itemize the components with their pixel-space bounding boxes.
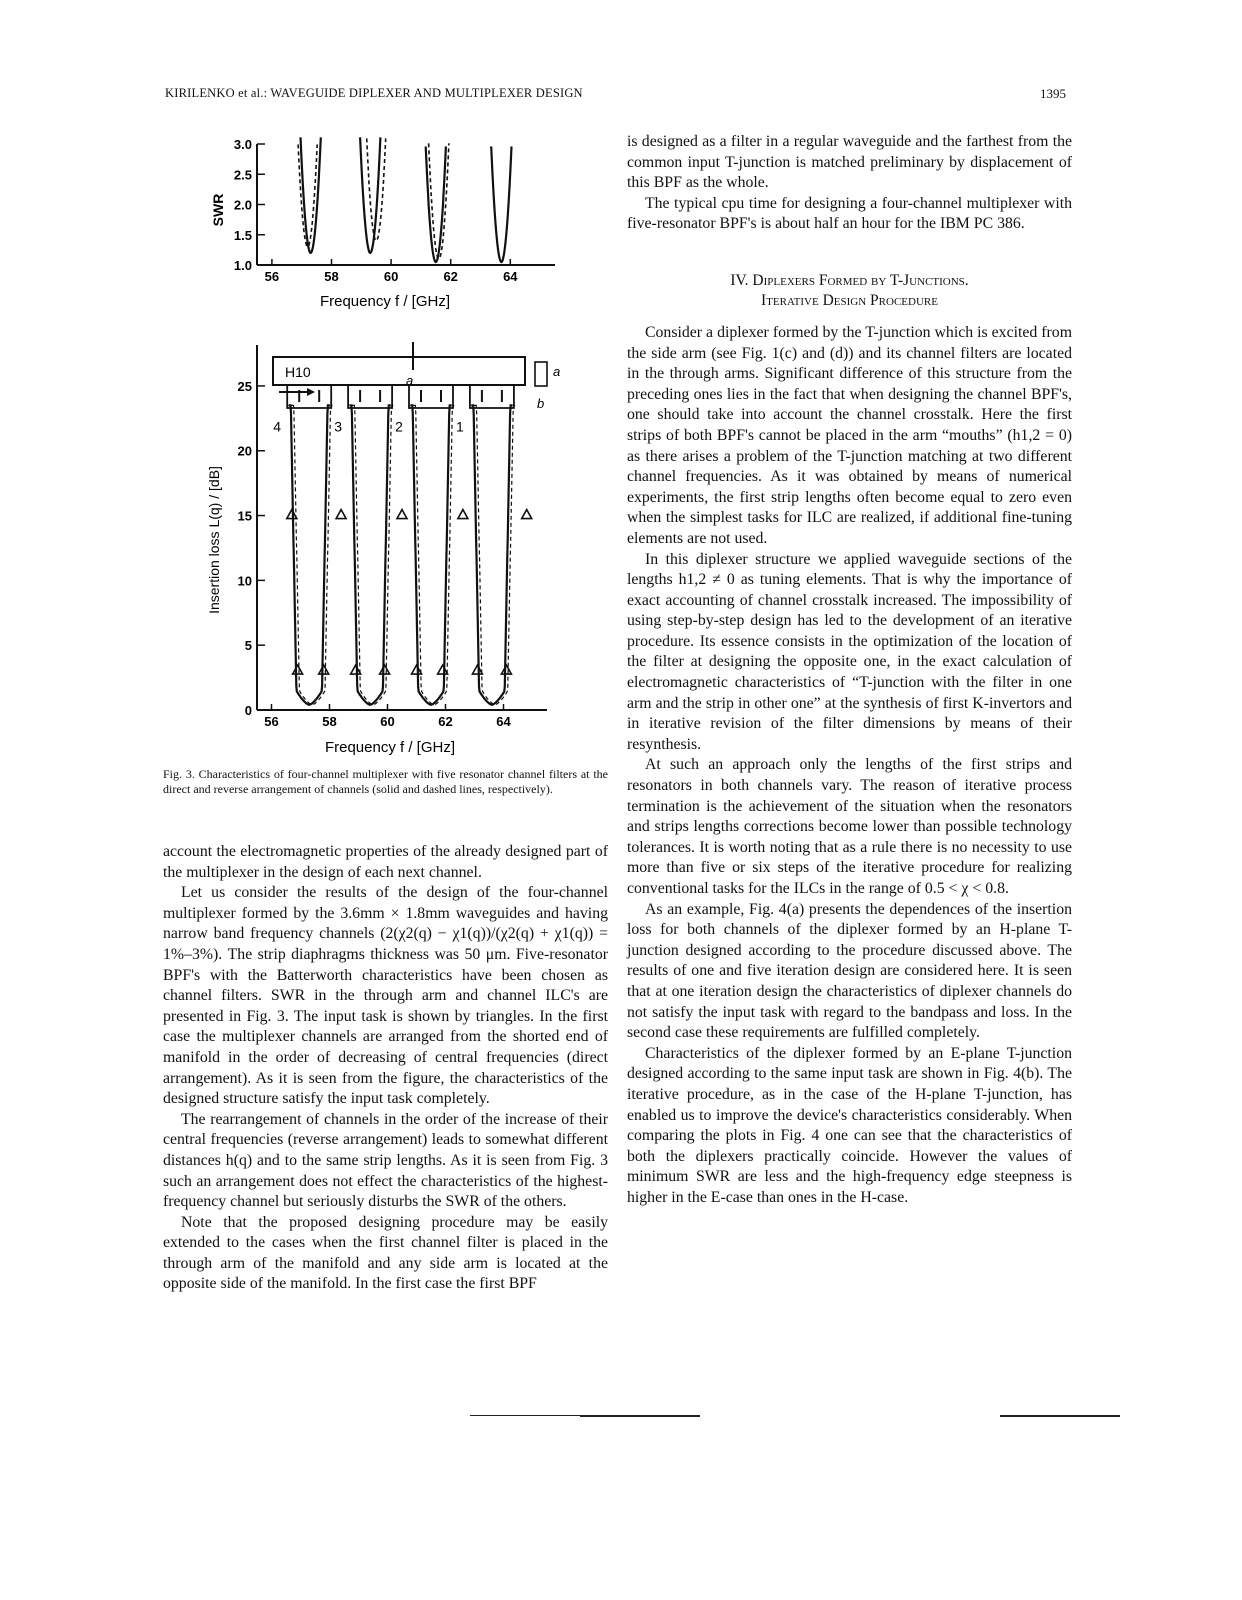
paragraph: The typical cpu time for designing a four-channel multiplexer with five-resonator BPF's is about half an hour for the IBM PC 386. [627, 194, 1072, 233]
section-heading [627, 271, 1072, 311]
swr-y-axis-label: SWR [210, 193, 226, 227]
input-task-triangle [380, 665, 390, 674]
swr-x-tick-label: 60 [383, 269, 399, 284]
swr-x-axis-label: Frequency f / [GHz] [319, 293, 451, 310]
il-y-tick-label: 0 [244, 703, 252, 718]
il-x-tick-label: 62 [438, 714, 453, 729]
il-x-axis-label: Frequency f / [GHz] [324, 739, 456, 756]
input-task-triangle [458, 510, 468, 519]
channel-number-label: 3 [334, 418, 342, 435]
input-task-triangle [319, 665, 329, 674]
page-number: 1395 [1040, 86, 1066, 101]
il-x-tick-label: 58 [322, 714, 337, 729]
port-label-a: a [406, 373, 414, 388]
input-task-triangle [397, 510, 407, 519]
swr-y-tick-label: 2.0 [233, 197, 252, 213]
paragraph: Note that the proposed designing procedure may be easily extended to the cases when the first channel filter is placed in the through arm of the manifold and any side arm is located at the opposite side of the manifold. In the first case the first BPF [163, 1213, 608, 1293]
channel-number-label: 1 [456, 418, 464, 435]
figure-caption: Fig. 3. Characteristics of four-channel multiplexer with five resonator channel filters at the direct and reverse arrangement of channels (solid and dashed lines, respectively). [163, 767, 608, 796]
mode-label-h10: H10 [285, 364, 311, 380]
paragraph: Characteristics of the diplexer formed by an E-plane T-junction designed according to the same input task are shown in Fig. 4(b). The iterative procedure, as in the case of the H-plane T-junction, has enabled us to improve the device's characteristics considerably. When comparing the plots in Fig. 4 one can see that the characteristics of both the diplexers practically coincide. However the values of minimum SWR are less and the high-frequency edge steepness is higher in the E-case than ones in the H-case. [627, 1044, 1072, 1206]
channel-loss-curve [349, 405, 390, 704]
filter-stub [287, 385, 331, 408]
filter-stub [348, 385, 392, 408]
swr-y-tick-label: 1.5 [233, 227, 252, 243]
side-label-b: b [537, 396, 545, 411]
channel-number-label: 4 [273, 418, 282, 435]
channel-loss-curve [410, 405, 451, 704]
right-column [627, 132, 1072, 1209]
il-x-tick-label: 56 [264, 714, 279, 729]
il-y-tick-label: 20 [237, 443, 252, 459]
input-task-triangle [336, 510, 346, 519]
swr-x-tick-label: 64 [503, 269, 518, 284]
input-task-triangle [293, 665, 303, 674]
channel-number-label: 2 [395, 418, 403, 435]
multiplexer-schematic [273, 342, 560, 411]
paragraph: is designed as a filter in a regular waveguide and the farthest from the common input T-junction is matched preliminary by displacement of this BPF as the whole. [627, 133, 1072, 192]
side-label-a: a [553, 364, 561, 379]
input-task-triangle [351, 665, 361, 674]
input-task-triangle [501, 665, 511, 674]
section-heading-line1: IV. Diplexers Formed by T-Junctions. [730, 271, 969, 289]
swr-x-tick-label: 62 [443, 269, 458, 284]
il-x-tick-label: 64 [496, 714, 511, 729]
running-title: KIRILENKO et al.: WAVEGUIDE DIPLEXER AND MULTIPLEXER DESIGN [165, 86, 583, 100]
paragraph: At such an approach only the lengths of the first strips and resonators in both channels vary. The reason of iterative process termination is the achievement of the situation when the resonators and strips lengths corrections become lower than possible technology tolerances. It is worth noting that as a rule there is no necessity to use more than five or six steps of the iterative procedure for realizing conventional tasks for the ILCs in the range of 0.5 < χ < 0.8. [627, 756, 1072, 897]
swr-y-tick-label: 3.0 [233, 137, 252, 152]
swr-x-tick-label: 56 [264, 269, 280, 284]
il-y-tick-label: 15 [237, 508, 252, 524]
swr-solid-curve [491, 146, 511, 262]
paragraph: In this diplexer structure we applied waveguide sections of the lengths h1,2 ≠ 0 as tuning elements. That is why the importance of exact accounting of channel crosstalk increased. The impossibility of using step-by-step design has led to the development of an iterative procedure. Its essence consists in the optimization of the location of the filter at designing the opposite one, in the exact calculation of electromagnetic characteristics of “T-junction with the filter in one arm and the strip in other one” at the synthesis of first K-invertors and in iterative revision of the filter dimensions by means of their resynthesis. [627, 550, 1072, 753]
input-task-triangle [412, 665, 422, 674]
swr-y-tick-label: 1.0 [233, 258, 252, 273]
il-x-tick-label: 60 [380, 714, 395, 729]
channel-loss-curve [289, 405, 330, 704]
section-heading-line2: Iterative Design Procedure [761, 291, 938, 309]
paragraph: account the electromagnetic properties of the already designed part of the multiplexer in the design of each next channel. [163, 843, 608, 881]
paragraph: Consider a diplexer formed by the T-junction which is excited from the side arm (see Fig. 1(c) and (d)) and its channel filters are located in the through arms. Significant difference of this structure from the preceding ones lies in the fact that when designing the channel BPF's, one should take into account the channel crosstalk. Here the first strips of both BPF's cannot be placed in the arm “mouths” (h1,2 = 0) as there arises a problem of the T-junction matching at two different channel frequencies. As it was obtained by means of numerical experiments, the first strip lengths often become equal to zero even when the simplest tasks for ILC are realized, if additional fine-tuning elements are not used. [627, 323, 1072, 547]
swr-x-tick-label: 58 [324, 269, 339, 284]
filter-stub [470, 385, 514, 408]
left-column [163, 842, 608, 1295]
il-y-tick-label: 10 [237, 573, 252, 589]
paragraph: Let us consider the results of the design of the four-channel multiplexer formed by the 3.6mm × 1.8mm waveguides and having narrow band frequency channels (2(χ2(q) − χ1(q))/(χ2(q) + χ1(q)) = 1%–3%). The strip diaphragms thickness was 50 μm. Five-resonator BPF's with the Batterworth characteristics have been chosen as channel filters. SWR in the through arm and channel ILC's are presented in Fig. 3. The input task is shown by triangles. In the first case the multiplexer channels are arranged from the shorted end of manifold in the order of decreasing of central frequencies (direct arrangement). As it is seen from the figure, the characteristics of the designed structure satisfy the input task completely. [163, 884, 608, 1108]
channel-loss-curve [471, 405, 512, 704]
swr-y-tick-label: 2.5 [233, 167, 252, 183]
footer-rule [1000, 1415, 1120, 1417]
input-task-triangle [438, 665, 448, 674]
swr-chart [195, 130, 575, 320]
il-y-tick-label: 25 [237, 378, 252, 394]
il-y-axis-label: Insertion loss L(q) / [dB] [206, 466, 222, 614]
filter-stub [409, 385, 453, 408]
input-task-triangle [522, 510, 532, 519]
input-task-triangle [472, 665, 482, 674]
insertion-loss-chart [195, 340, 575, 760]
footer-rule [580, 1415, 700, 1417]
il-y-tick-label: 5 [244, 638, 252, 654]
paragraph: As an example, Fig. 4(a) presents the dependences of the insertion loss for both channels of the diplexer formed by an H-plane T-junction designed according to the procedure discussed above. The results of one and five iteration design are considered here. It is seen that at one iteration design the characteristics of diplexer channels do not satisfy the input task with regard to the bandpass and loss. In the second case these requirements are fulfilled completely. [627, 900, 1072, 1042]
paragraph: The rearrangement of channels in the order of the increase of their central frequencies (reverse arrangement) leads to somewhat different distances h(q) and to the same strip lengths. As it is seen from Fig. 3 such an arrangement does not effect the characteristics of the highest-frequency channel but seriously disturbs the SWR of the others. [163, 1110, 608, 1211]
